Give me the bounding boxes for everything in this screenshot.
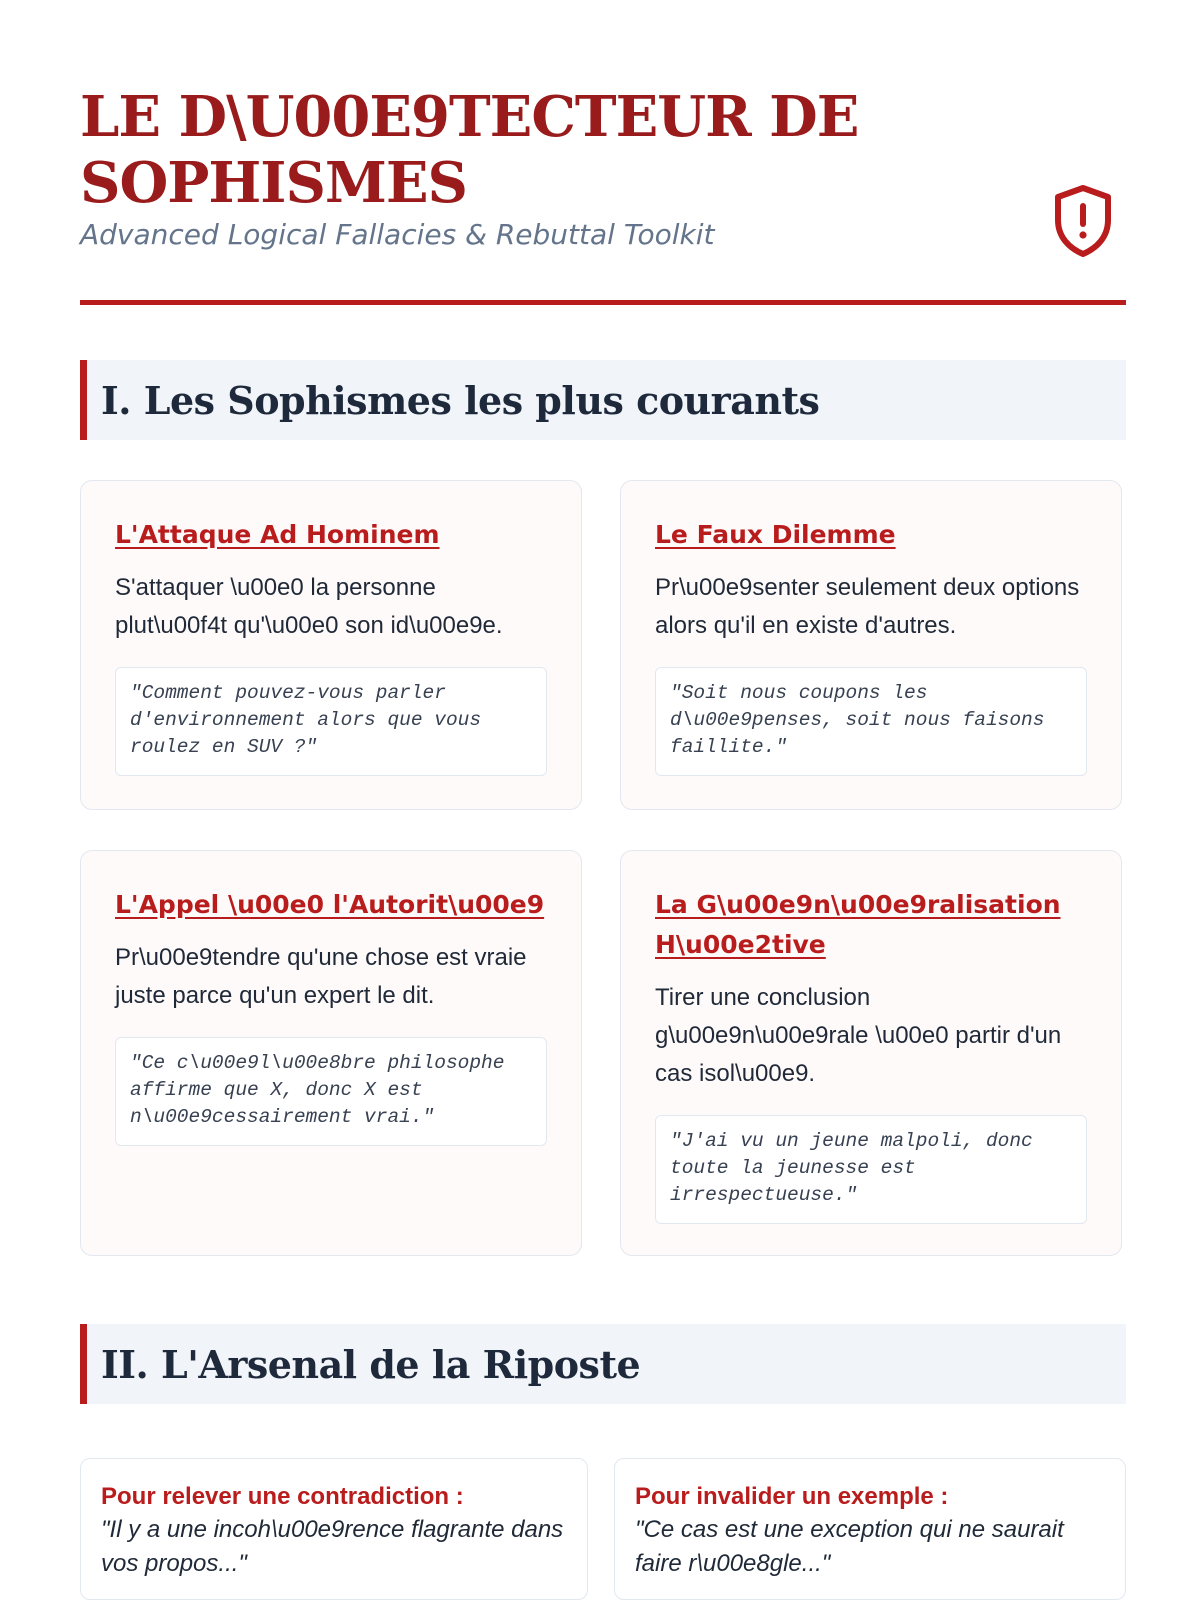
- fallacy-description: Tirer une conclusion g\u00e9n\u00e9rale \u00e0 partir d'un cas isol\u00e9.: [655, 984, 1062, 1087]
- fallacy-example: "J'ai vu un jeune malpoli, donc toute la jeunesse est irrespectueuse.": [655, 1115, 1087, 1224]
- fallacy-card-hasty-generalization: [620, 850, 1122, 1256]
- riposte-card-example: [614, 1458, 1126, 1600]
- riposte-label: Pour relever une contradiction :: [101, 1483, 464, 1510]
- fallacy-description: Pr\u00e9tendre qu'une chose est vraie juste parce qu'un expert le dit.: [115, 944, 527, 1009]
- fallacy-card-authority: [80, 850, 582, 1256]
- fallacy-example: "Soit nous coupons les d\u00e9penses, soit nous faisons faillite.": [655, 667, 1087, 776]
- shield-alert-icon: [1052, 184, 1114, 258]
- section-title: I. Les Sophismes les plus courants: [101, 377, 820, 423]
- section-heading-fallacies: [80, 360, 1126, 440]
- section-heading-riposte: [80, 1324, 1126, 1404]
- fallacy-description: S'attaquer \u00e0 la personne plut\u00f4t qu'\u00e0 son id\u00e9e.: [115, 574, 503, 639]
- fallacy-title[interactable]: Le Faux Dilemme: [655, 520, 896, 549]
- fallacy-card-false-dilemma: [620, 480, 1122, 810]
- fallacy-title[interactable]: La G\u00e9n\u00e9ralisation H\u00e2tive: [655, 890, 1061, 959]
- page-subtitle: Advanced Logical Fallacies & Rebuttal Toolkit: [80, 218, 715, 251]
- fallacy-title[interactable]: L'Appel \u00e0 l'Autorit\u00e9: [115, 890, 545, 919]
- riposte-quote: "Il y a une incoh\u00e9rence flagrante dans vos propos...": [101, 1516, 564, 1577]
- fallacy-title[interactable]: L'Attaque Ad Hominem: [115, 520, 440, 549]
- fallacy-example: "Ce c\u00e9l\u00e8bre philosophe affirme que X, donc X est n\u00e9cessairement vrai.": [115, 1037, 547, 1146]
- header-divider: [80, 300, 1126, 305]
- fallacy-card-ad-hominem: [80, 480, 582, 810]
- page-header: [80, 84, 1126, 251]
- page-title: LE D\U00E9TECTEUR DE SOPHISMES: [80, 84, 859, 216]
- fallacy-example: "Comment pouvez-vous parler d'environnement alors que vous roulez en SUV ?": [115, 667, 547, 776]
- riposte-label: Pour invalider un exemple :: [635, 1483, 949, 1510]
- fallacy-description: Pr\u00e9senter seulement deux options alors qu'il en existe d'autres.: [655, 574, 1080, 639]
- riposte-quote: "Ce cas est une exception qui ne saurait faire r\u00e8gle...": [635, 1516, 1064, 1577]
- riposte-card-contradiction: [80, 1458, 588, 1600]
- section-title: II. L'Arsenal de la Riposte: [101, 1341, 641, 1387]
